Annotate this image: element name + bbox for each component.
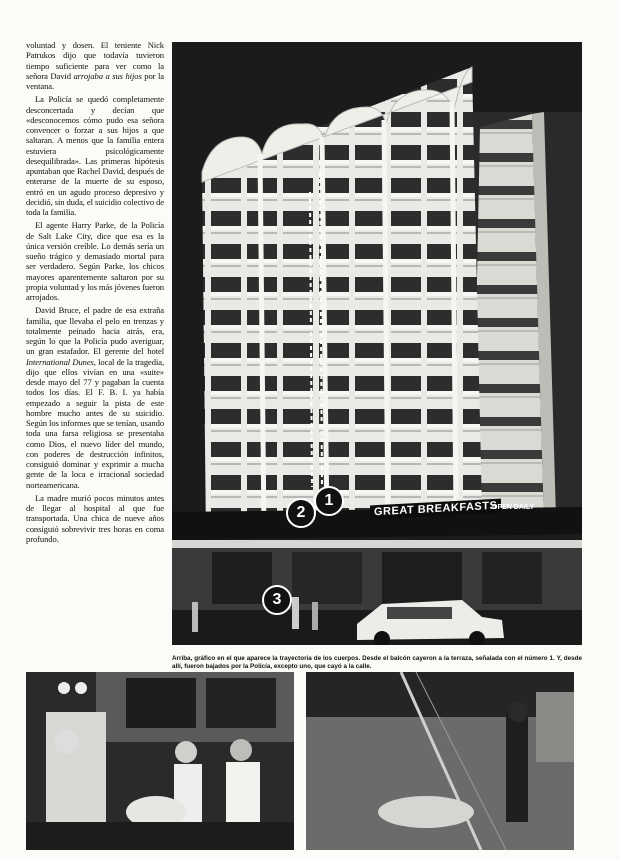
- marker-1: 1: [314, 486, 344, 516]
- building-photo: [172, 42, 582, 645]
- marker-2: 2: [286, 498, 316, 528]
- article-paragraph-4: David Bruce, el padre de esa extraña familia, que llevaba el pelo en trenzas y totalmente peinado hacia atrás, era, según lo que la Policía pudo averiguar, un gran estafador. El gerente del hotel International Dunes, local de la tragedia, dijo que ellos vivían en una «suite» desde mayo del 77 y pagaban la cuenta todos los días. El F. B. I. ya había empezado a seguir la pista de este hombre mucho antes de su suicidio. Según los informes que se tenían, usando toda una farsa religiosa se presentaba como Dios, el nuevo líder del mundo, con poderes de destrucción infinitos, consiguió dominar y exprimir a mucha gente de la loca e irracional sociedad norteamericana.: [26, 305, 165, 490]
- sidewalk-photo: [306, 672, 574, 850]
- ambulance-photo-image: [26, 672, 294, 850]
- article-column: [26, 40, 164, 547]
- ambulance-photo: [26, 672, 294, 850]
- building-photo-image: [172, 42, 582, 645]
- article-paragraph-3: El agente Harry Parke, de la Policía de Salt Lake City, dice que esa es la única versión creíble. Lo demás sería un sueño trágico y demasiado mortal para ser verdadero. Según Parke, los chicos mayores aparentemente saltaron por su propia voluntad y los más jóvenes fueron arrojados.: [26, 220, 164, 302]
- photo-caption: Arriba, gráfico en el que aparece la trayectoria de los cuerpos. Desde el balcón cayeron a la terraza, señalada con el número 1. Y, desde allí, fueron bajados por la Policía, excepto uno, que cayó a la calle.: [172, 655, 582, 670]
- great-breakfasts-sign: GREAT BREAKFASTS: [370, 499, 501, 520]
- sidewalk-photo-image: [306, 672, 574, 850]
- article-paragraph-2: La Policía se quedó completamente desconcertada y decían que «desconocemos cómo pudo esa señora convencer o forzar a sus hijos a que saltaran. A menos que la familia entera estuviera psicológicamente desequilibrada». Las primeras hipótesis apuntaban que Rachel David, después de enterarse de la muerte de su esposo, entró en un agudo proceso depresivo y decidió, sin duda, el suicidio colectivo de toda la familia.: [26, 94, 164, 217]
- marker-3: 3: [262, 585, 292, 615]
- article-paragraph-5: La madre murió pocos minutos antes de llegar al hospital al que fue transportada. Una chica de nueve años consiguió sobrevivir tres horas en coma profundo.: [26, 492, 164, 544]
- article-paragraph-1: voluntad y dosen. El teniente Nick Patrukos dijo que todavía tuvieron tiempo suficiente para ver como la señora David arrojaba a sus hijos por la ventana.: [26, 40, 164, 91]
- open-daily-sign: OPEN DAILY: [492, 504, 535, 511]
